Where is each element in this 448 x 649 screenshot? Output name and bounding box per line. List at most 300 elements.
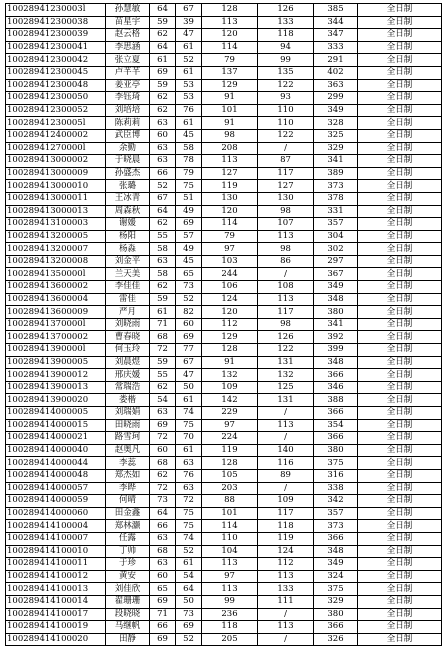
table-row bbox=[6, 79, 442, 92]
score-subject1-cell: 120 bbox=[202, 306, 258, 319]
table-row bbox=[6, 255, 442, 268]
name-cell: 孙慧敏 bbox=[106, 4, 150, 17]
exam-id-cell: 100289413900005 bbox=[6, 356, 106, 369]
exam-id-cell: 100289414100017 bbox=[6, 608, 106, 621]
table-row bbox=[6, 29, 442, 42]
study-mode-cell: 全日制 bbox=[358, 469, 442, 482]
score-politics-cell: 62 bbox=[150, 381, 176, 394]
score-subject2-cell: 94 bbox=[258, 41, 314, 54]
name-cell: 田静 bbox=[106, 633, 150, 646]
score-subject2-cell: / bbox=[258, 142, 314, 155]
score-politics-cell: 60 bbox=[150, 129, 176, 142]
study-mode-cell: 全日制 bbox=[358, 92, 442, 105]
exam-id-cell: 100289412300050 bbox=[6, 92, 106, 105]
exam-id-cell: 100289412300052 bbox=[6, 104, 106, 117]
score-subject2-cell: 99 bbox=[258, 54, 314, 67]
exam-id-cell: 100289412300038 bbox=[6, 16, 106, 29]
score-english-cell: 65 bbox=[176, 268, 202, 281]
table-row bbox=[6, 16, 442, 29]
score-politics-cell: 62 bbox=[150, 29, 176, 42]
study-mode-cell: 全日制 bbox=[358, 507, 442, 520]
score-english-cell: 67 bbox=[176, 356, 202, 369]
study-mode-cell: 全日制 bbox=[358, 318, 442, 331]
score-subject1-cell: 119 bbox=[202, 180, 258, 193]
score-subject1-cell: 129 bbox=[202, 331, 258, 344]
study-mode-cell: 全日制 bbox=[358, 394, 442, 407]
score-table bbox=[5, 3, 442, 646]
score-english-cell: 76 bbox=[176, 469, 202, 482]
score-politics-cell: 67 bbox=[150, 192, 176, 205]
name-cell: 姜亚亭 bbox=[106, 79, 150, 92]
score-subject1-cell: 137 bbox=[202, 66, 258, 79]
total-score-cell: 324 bbox=[314, 570, 358, 583]
study-mode-cell: 全日制 bbox=[358, 255, 442, 268]
score-subject1-cell: 109 bbox=[202, 381, 258, 394]
score-politics-cell: 72 bbox=[150, 432, 176, 445]
name-cell: 苗星宇 bbox=[106, 16, 150, 29]
total-score-cell: 380 bbox=[314, 306, 358, 319]
total-score-cell: 333 bbox=[314, 41, 358, 54]
exam-id-cell: 100289414000040 bbox=[6, 444, 106, 457]
score-subject1-cell: 130 bbox=[202, 192, 258, 205]
name-cell: 郑杰如 bbox=[106, 469, 150, 482]
score-subject1-cell: 101 bbox=[202, 104, 258, 117]
score-subject2-cell: 118 bbox=[258, 520, 314, 533]
exam-id-cell: 10028941370000l bbox=[6, 318, 106, 331]
score-english-cell: 77 bbox=[176, 344, 202, 357]
total-score-cell: 385 bbox=[314, 4, 358, 17]
total-score-cell: 342 bbox=[314, 495, 358, 508]
exam-id-cell: 100289413600004 bbox=[6, 293, 106, 306]
name-cell: 翟珊珊 bbox=[106, 595, 150, 608]
study-mode-cell: 全日制 bbox=[358, 142, 442, 155]
score-subject1-cell: 113 bbox=[202, 558, 258, 571]
score-subject2-cell: 133 bbox=[258, 16, 314, 29]
total-score-cell: 357 bbox=[314, 507, 358, 520]
name-cell: 李佳佳 bbox=[106, 281, 150, 294]
study-mode-cell: 全日制 bbox=[358, 66, 442, 79]
table-row bbox=[6, 331, 442, 344]
name-cell: 田金鑫 bbox=[106, 507, 150, 520]
exam-id-cell: 100289414100012 bbox=[6, 570, 106, 583]
score-politics-cell: 63 bbox=[150, 255, 176, 268]
score-subject1-cell: 113 bbox=[202, 583, 258, 596]
score-subject2-cell: 113 bbox=[258, 621, 314, 634]
score-english-cell: 75 bbox=[176, 419, 202, 432]
exam-id-cell: 100289413000009 bbox=[6, 167, 106, 180]
table-row bbox=[6, 381, 442, 394]
score-english-cell: 63 bbox=[176, 457, 202, 470]
total-score-cell: 338 bbox=[314, 482, 358, 495]
study-mode-cell: 全日制 bbox=[358, 419, 442, 432]
name-cell: 李钰琦 bbox=[106, 92, 150, 105]
score-politics-cell: 62 bbox=[150, 104, 176, 117]
name-cell: 丁帅 bbox=[106, 545, 150, 558]
score-english-cell: 53 bbox=[176, 92, 202, 105]
score-politics-cell: 64 bbox=[150, 41, 176, 54]
score-subject2-cell: 131 bbox=[258, 394, 314, 407]
score-english-cell: 72 bbox=[176, 495, 202, 508]
name-cell: 郑林灏 bbox=[106, 520, 150, 533]
score-politics-cell: 62 bbox=[150, 92, 176, 105]
exam-id-cell: 10028941230005l bbox=[6, 117, 106, 130]
total-score-cell: 348 bbox=[314, 293, 358, 306]
score-subject2-cell: 130 bbox=[258, 192, 314, 205]
score-subject1-cell: 99 bbox=[202, 595, 258, 608]
score-subject1-cell: 244 bbox=[202, 268, 258, 281]
name-cell: 常瑞浩 bbox=[106, 381, 150, 394]
study-mode-cell: 全日制 bbox=[358, 167, 442, 180]
score-subject2-cell: 126 bbox=[258, 4, 314, 17]
table-row bbox=[6, 558, 442, 571]
score-subject1-cell: 119 bbox=[202, 444, 258, 457]
score-subject2-cell: / bbox=[258, 633, 314, 646]
score-politics-cell: 59 bbox=[150, 293, 176, 306]
table-row bbox=[6, 155, 442, 168]
score-subject2-cell: / bbox=[258, 482, 314, 495]
table-row bbox=[6, 180, 442, 193]
score-subject1-cell: 104 bbox=[202, 545, 258, 558]
score-politics-cell: 68 bbox=[150, 457, 176, 470]
table-row bbox=[6, 495, 442, 508]
study-mode-cell: 全日制 bbox=[358, 281, 442, 294]
score-politics-cell: 68 bbox=[150, 545, 176, 558]
score-subject1-cell: 118 bbox=[202, 621, 258, 634]
study-mode-cell: 全日制 bbox=[358, 407, 442, 420]
table-row bbox=[6, 532, 442, 545]
total-score-cell: 366 bbox=[314, 621, 358, 634]
score-subject2-cell: 111 bbox=[258, 595, 314, 608]
study-mode-cell: 全日制 bbox=[358, 180, 442, 193]
total-score-cell: 348 bbox=[314, 545, 358, 558]
exam-id-cell: 100289413000011 bbox=[6, 192, 106, 205]
score-subject2-cell: 108 bbox=[258, 281, 314, 294]
study-mode-cell: 全日制 bbox=[358, 369, 442, 382]
score-subject1-cell: 98 bbox=[202, 129, 258, 142]
table-row bbox=[6, 570, 442, 583]
score-subject1-cell: 106 bbox=[202, 281, 258, 294]
total-score-cell: 326 bbox=[314, 633, 358, 646]
score-subject2-cell: 127 bbox=[258, 180, 314, 193]
score-english-cell: 79 bbox=[176, 167, 202, 180]
study-mode-cell: 全日制 bbox=[358, 4, 442, 17]
name-cell: 兰天美 bbox=[106, 268, 150, 281]
name-cell: 于晓晨 bbox=[106, 155, 150, 168]
study-mode-cell: 全日制 bbox=[358, 432, 442, 445]
score-politics-cell: 72 bbox=[150, 344, 176, 357]
score-subject2-cell: 112 bbox=[258, 558, 314, 571]
score-politics-cell: 55 bbox=[150, 369, 176, 382]
score-politics-cell: 71 bbox=[150, 318, 176, 331]
total-score-cell: 380 bbox=[314, 444, 358, 457]
score-subject1-cell: 236 bbox=[202, 608, 258, 621]
score-politics-cell: 58 bbox=[150, 268, 176, 281]
study-mode-cell: 全日制 bbox=[358, 381, 442, 394]
score-english-cell: 69 bbox=[176, 218, 202, 231]
score-politics-cell: 63 bbox=[150, 407, 176, 420]
table-row bbox=[6, 583, 442, 596]
score-english-cell: 52 bbox=[176, 54, 202, 67]
table-row bbox=[6, 507, 442, 520]
total-score-cell: 341 bbox=[314, 155, 358, 168]
score-english-cell: 61 bbox=[176, 66, 202, 79]
table-row bbox=[6, 608, 442, 621]
score-subject1-cell: 128 bbox=[202, 457, 258, 470]
exam-id-cell: 100289412300045 bbox=[6, 66, 106, 79]
table-row bbox=[6, 621, 442, 634]
score-subject2-cell: / bbox=[258, 268, 314, 281]
study-mode-cell: 全日制 bbox=[358, 520, 442, 533]
score-english-cell: 51 bbox=[176, 192, 202, 205]
exam-id-cell: 100289412400002 bbox=[6, 129, 106, 142]
score-politics-cell: 58 bbox=[150, 243, 176, 256]
score-subject2-cell: 93 bbox=[258, 92, 314, 105]
table-row bbox=[6, 243, 442, 256]
score-subject2-cell: 113 bbox=[258, 419, 314, 432]
total-score-cell: 329 bbox=[314, 142, 358, 155]
table-row bbox=[6, 167, 442, 180]
name-cell: 卢芊芊 bbox=[106, 66, 150, 79]
table-row bbox=[6, 230, 442, 243]
total-score-cell: 375 bbox=[314, 457, 358, 470]
score-english-cell: 49 bbox=[176, 205, 202, 218]
table-row bbox=[6, 192, 442, 205]
score-english-cell: 69 bbox=[176, 331, 202, 344]
exam-id-cell: 100289413900012 bbox=[6, 369, 106, 382]
score-subject2-cell: 122 bbox=[258, 344, 314, 357]
total-score-cell: 297 bbox=[314, 255, 358, 268]
total-score-cell: 373 bbox=[314, 520, 358, 533]
name-cell: 严月 bbox=[106, 306, 150, 319]
total-score-cell: 367 bbox=[314, 268, 358, 281]
name-cell: 张立夏 bbox=[106, 54, 150, 67]
exam-id-cell: 100289413600002 bbox=[6, 281, 106, 294]
score-english-cell: 67 bbox=[176, 4, 202, 17]
study-mode-cell: 全日制 bbox=[358, 444, 442, 457]
score-subject1-cell: 128 bbox=[202, 344, 258, 357]
score-politics-cell: 72 bbox=[150, 482, 176, 495]
table-row bbox=[6, 633, 442, 646]
score-subject2-cell: 87 bbox=[258, 155, 314, 168]
table-row bbox=[6, 306, 442, 319]
exam-id-cell: 100289413700002 bbox=[6, 331, 106, 344]
score-subject2-cell: 110 bbox=[258, 117, 314, 130]
score-subject1-cell: 205 bbox=[202, 633, 258, 646]
score-subject2-cell: 109 bbox=[258, 495, 314, 508]
score-english-cell: 61 bbox=[176, 558, 202, 571]
score-subject2-cell: 122 bbox=[258, 79, 314, 92]
total-score-cell: 348 bbox=[314, 356, 358, 369]
total-score-cell: 354 bbox=[314, 419, 358, 432]
exam-id-cell: 100289413000013 bbox=[6, 205, 106, 218]
total-score-cell: 402 bbox=[314, 66, 358, 79]
study-mode-cell: 全日制 bbox=[358, 129, 442, 142]
name-cell: 陈莉莉 bbox=[106, 117, 150, 130]
score-subject1-cell: 114 bbox=[202, 520, 258, 533]
total-score-cell: 329 bbox=[314, 595, 358, 608]
study-mode-cell: 全日制 bbox=[358, 558, 442, 571]
total-score-cell: 302 bbox=[314, 243, 358, 256]
score-english-cell: 63 bbox=[176, 482, 202, 495]
score-politics-cell: 63 bbox=[150, 117, 176, 130]
exam-id-cell: 100289414000048 bbox=[6, 469, 106, 482]
study-mode-cell: 全日制 bbox=[358, 482, 442, 495]
score-subject1-cell: 203 bbox=[202, 482, 258, 495]
exam-id-cell: 100289414100004 bbox=[6, 520, 106, 533]
table-row bbox=[6, 54, 442, 67]
score-subject1-cell: 114 bbox=[202, 41, 258, 54]
name-cell: 何玉玲 bbox=[106, 344, 150, 357]
score-politics-cell: 66 bbox=[150, 167, 176, 180]
table-row bbox=[6, 293, 442, 306]
table-row bbox=[6, 66, 442, 79]
score-english-cell: 75 bbox=[176, 520, 202, 533]
study-mode-cell: 全日制 bbox=[358, 495, 442, 508]
table-row bbox=[6, 520, 442, 533]
score-subject2-cell: 125 bbox=[258, 381, 314, 394]
name-cell: 何晴 bbox=[106, 495, 150, 508]
study-mode-cell: 全日制 bbox=[358, 583, 442, 596]
score-subject2-cell: 119 bbox=[258, 532, 314, 545]
name-cell: 杨阳 bbox=[106, 230, 150, 243]
score-english-cell: 52 bbox=[176, 545, 202, 558]
total-score-cell: 380 bbox=[314, 608, 358, 621]
name-cell: 李晔 bbox=[106, 482, 150, 495]
score-politics-cell: 63 bbox=[150, 532, 176, 545]
score-english-cell: 61 bbox=[176, 41, 202, 54]
score-politics-cell: 68 bbox=[150, 331, 176, 344]
score-subject2-cell: / bbox=[258, 608, 314, 621]
score-subject1-cell: 127 bbox=[202, 167, 258, 180]
exam-id-cell: 100289414000059 bbox=[6, 495, 106, 508]
study-mode-cell: 全日制 bbox=[358, 633, 442, 646]
score-subject1-cell: 129 bbox=[202, 79, 258, 92]
score-english-cell: 61 bbox=[176, 394, 202, 407]
name-cell: 刘金平 bbox=[106, 255, 150, 268]
total-score-cell: 325 bbox=[314, 129, 358, 142]
name-cell: 刘晓雨 bbox=[106, 318, 150, 331]
score-politics-cell: 62 bbox=[150, 469, 176, 482]
score-politics-cell: 73 bbox=[150, 495, 176, 508]
table-row bbox=[6, 129, 442, 142]
exam-id-cell: 100289413200008 bbox=[6, 255, 106, 268]
score-subject1-cell: 113 bbox=[202, 16, 258, 29]
table-row bbox=[6, 318, 442, 331]
score-subject2-cell: 117 bbox=[258, 167, 314, 180]
score-politics-cell: 54 bbox=[150, 394, 176, 407]
name-cell: 刘晨煜 bbox=[106, 356, 150, 369]
exam-id-cell: 100289414100013 bbox=[6, 583, 106, 596]
exam-id-cell: 100289413100003 bbox=[6, 218, 106, 231]
study-mode-cell: 全日制 bbox=[358, 54, 442, 67]
score-english-cell: 54 bbox=[176, 570, 202, 583]
table-row bbox=[6, 419, 442, 432]
score-subject2-cell: 110 bbox=[258, 104, 314, 117]
study-mode-cell: 全日制 bbox=[358, 117, 442, 130]
score-subject2-cell: 122 bbox=[258, 129, 314, 142]
total-score-cell: 349 bbox=[314, 104, 358, 117]
score-subject2-cell: 140 bbox=[258, 444, 314, 457]
table-row bbox=[6, 482, 442, 495]
score-subject2-cell: 98 bbox=[258, 243, 314, 256]
table-row bbox=[6, 407, 442, 420]
score-subject2-cell: 126 bbox=[258, 331, 314, 344]
exam-id-cell: 100289414000015 bbox=[6, 419, 106, 432]
score-subject1-cell: 97 bbox=[202, 243, 258, 256]
score-subject1-cell: 120 bbox=[202, 205, 258, 218]
score-english-cell: 53 bbox=[176, 79, 202, 92]
table-row bbox=[6, 394, 442, 407]
score-subject1-cell: 105 bbox=[202, 469, 258, 482]
study-mode-cell: 全日制 bbox=[358, 532, 442, 545]
score-politics-cell: 62 bbox=[150, 218, 176, 231]
name-cell: 李蕊 bbox=[106, 457, 150, 470]
exam-id-cell: 100289414000044 bbox=[6, 457, 106, 470]
score-english-cell: 61 bbox=[176, 444, 202, 457]
score-subject1-cell: 112 bbox=[202, 318, 258, 331]
study-mode-cell: 全日制 bbox=[358, 621, 442, 634]
exam-id-cell: 10028941350000l bbox=[6, 268, 106, 281]
exam-id-cell: 100289413900020 bbox=[6, 394, 106, 407]
name-cell: 田晓雨 bbox=[106, 419, 150, 432]
score-subject1-cell: 97 bbox=[202, 419, 258, 432]
study-mode-cell: 全日制 bbox=[358, 29, 442, 42]
score-politics-cell: 71 bbox=[150, 608, 176, 621]
score-politics-cell: 59 bbox=[150, 16, 176, 29]
score-english-cell: 47 bbox=[176, 29, 202, 42]
table-row bbox=[6, 117, 442, 130]
name-cell: 赵奥凡 bbox=[106, 444, 150, 457]
exam-id-cell: 100289414100019 bbox=[6, 621, 106, 634]
table-row bbox=[6, 545, 442, 558]
name-cell: 任露 bbox=[106, 532, 150, 545]
total-score-cell: 316 bbox=[314, 469, 358, 482]
score-politics-cell: 69 bbox=[150, 66, 176, 79]
score-english-cell: 76 bbox=[176, 104, 202, 117]
score-subject1-cell: 113 bbox=[202, 155, 258, 168]
name-cell: 刘瑞娟 bbox=[106, 407, 150, 420]
exam-id-cell: 100289414100007 bbox=[6, 532, 106, 545]
score-english-cell: 57 bbox=[176, 230, 202, 243]
table-row bbox=[6, 369, 442, 382]
study-mode-cell: 全日制 bbox=[358, 16, 442, 29]
exam-id-cell: 100289414100014 bbox=[6, 595, 106, 608]
score-english-cell: 49 bbox=[176, 243, 202, 256]
score-subject1-cell: 103 bbox=[202, 255, 258, 268]
score-subject2-cell: 113 bbox=[258, 230, 314, 243]
score-subject2-cell: 135 bbox=[258, 66, 314, 79]
score-english-cell: 73 bbox=[176, 608, 202, 621]
score-subject2-cell: 113 bbox=[258, 570, 314, 583]
score-subject2-cell: 133 bbox=[258, 583, 314, 596]
study-mode-cell: 全日制 bbox=[358, 268, 442, 281]
score-subject2-cell: 118 bbox=[258, 29, 314, 42]
score-subject1-cell: 114 bbox=[202, 218, 258, 231]
table-row bbox=[6, 142, 442, 155]
score-politics-cell: 59 bbox=[150, 356, 176, 369]
table-row bbox=[6, 595, 442, 608]
name-cell: 武臣博 bbox=[106, 129, 150, 142]
score-english-cell: 64 bbox=[176, 583, 202, 596]
exam-id-cell: 100289412300039 bbox=[6, 29, 106, 42]
study-mode-cell: 全日制 bbox=[358, 595, 442, 608]
score-english-cell: 52 bbox=[176, 293, 202, 306]
table-row bbox=[6, 268, 442, 281]
table-row bbox=[6, 344, 442, 357]
study-mode-cell: 全日制 bbox=[358, 356, 442, 369]
name-cell: 赵云格 bbox=[106, 29, 150, 42]
score-english-cell: 50 bbox=[176, 595, 202, 608]
